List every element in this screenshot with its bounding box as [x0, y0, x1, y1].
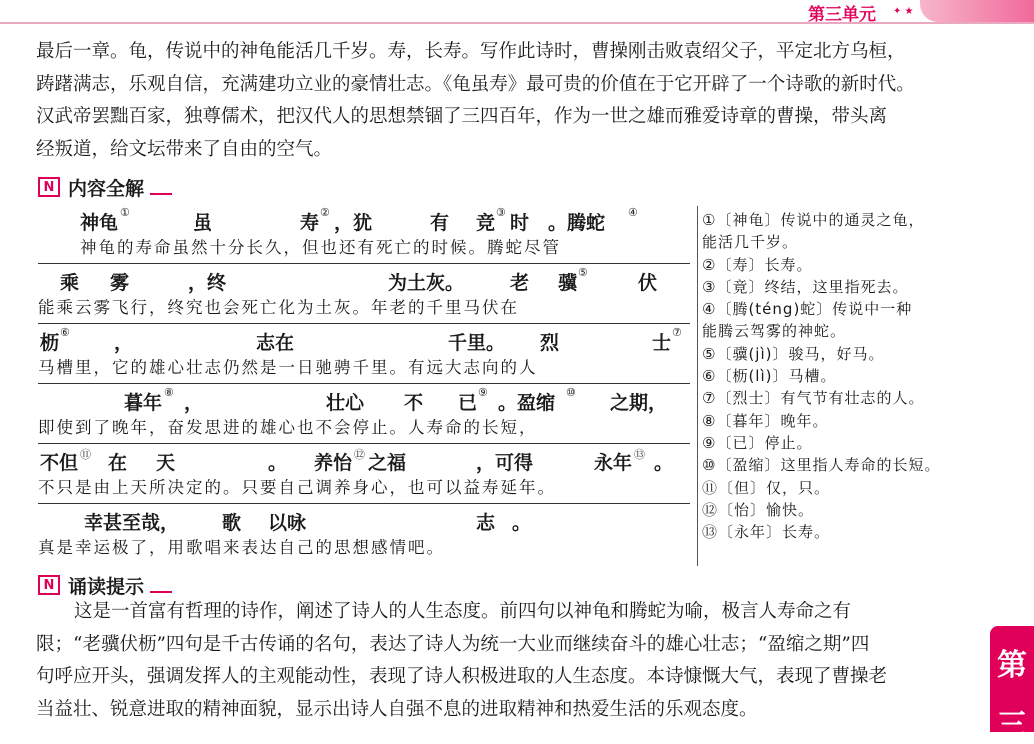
poem-word: 暮年: [124, 392, 163, 414]
footnote-mark: ②: [320, 206, 330, 219]
intro-line: 最后一章。龟，传说中的神龟能活几千岁。寿，长寿。写作此诗时，曹操刚击败袁绍父子，平定北方乌桓，: [36, 41, 906, 62]
poem-word: 雾: [110, 272, 130, 294]
poem-word: 乘: [60, 272, 80, 294]
translation-line: 不只是由上天所决定的。只要自己调养身心，也可以益寿延年。: [38, 474, 690, 504]
intro-paragraph: [36, 36, 982, 166]
section-heading-content: [38, 174, 172, 200]
translation-line: 真是幸运极了，用歌唱来表达自己的思想感情吧。: [38, 538, 445, 557]
reading-line: 限；“老骥伏枥”四句是千古传诵的名句，表达了诗人为统一大业而继续奋斗的雄心壮志；“盈缩之期”四: [36, 633, 870, 655]
poem-word: 歌: [222, 512, 242, 534]
poem-word: 千里。: [448, 332, 506, 354]
poem-word: 已: [458, 392, 478, 414]
chapter-side-tab: [990, 626, 1034, 743]
footnote-mark: ③: [496, 206, 506, 219]
section-title: 诵读提示: [68, 575, 145, 598]
intro-line: 汉武帝罢黜百家，独尊儒术，把汉代人的思想禁锢了三四百年，作为一世之雄而雅爱诗章的曹操，带头离: [36, 106, 888, 127]
section-arrow-icon: N: [38, 575, 60, 595]
note-item: ⑤〔骥(jì)〕骏马，好马。: [702, 344, 885, 363]
translation-line: 神龟的寿命虽然十分长久，但也还有死亡的时候。腾蛇尽管: [38, 234, 690, 264]
poem-line: [38, 204, 690, 234]
poem-word: 。: [654, 452, 674, 474]
translation-line: 即使到了晚年，奋发思进的雄心也不会停止。人寿命的长短，: [38, 414, 690, 444]
note-item: ⑪〔但〕仅，只。: [702, 478, 831, 497]
column-divider: [697, 206, 698, 566]
poem-word: 有: [430, 212, 450, 234]
poem-word: 永年: [594, 452, 633, 474]
poem-word: 在: [108, 452, 128, 474]
poem-word: 以咏: [268, 512, 307, 534]
title-underline: [150, 591, 172, 593]
book-icon: [920, 0, 1034, 22]
reading-line: 这是一首富有哲理的诗作，阐述了诗人的人生态度。前四句以神龟和腾蛇为喻，极言人寿命之有: [74, 601, 852, 622]
header-stripe: [0, 22, 1034, 24]
note-item: ⑨〔已〕停止。: [702, 433, 813, 452]
section-arrow-icon: N: [38, 177, 60, 197]
section-heading-reading: [38, 572, 172, 598]
side-tab-char: 三: [997, 708, 1027, 743]
poem-word: ，: [184, 392, 204, 414]
poem-word: 志: [476, 512, 496, 534]
poem-word: 竞: [476, 212, 496, 234]
poem-line: [38, 324, 690, 354]
poem-word: 士: [652, 332, 672, 354]
unit-label: 第三单元: [808, 5, 876, 25]
poem-word: 寿: [300, 212, 320, 234]
poem-word: 壮心: [326, 392, 365, 414]
footnote-mark: ⑩: [566, 386, 576, 399]
poem-word: 虽: [193, 212, 213, 234]
poem-word: 。: [268, 452, 288, 474]
poem-word: 。: [512, 512, 532, 534]
footnote-mark: ⑬: [634, 448, 645, 461]
poem-word: 天: [156, 452, 176, 474]
note-item: ⑬〔永年〕长寿。: [702, 523, 831, 542]
poem-word: 之福: [368, 452, 407, 474]
translation-line: 能乘云雾飞行，终究也会死亡化为土灰。年老的千里马伏在: [38, 294, 690, 324]
poem-word: 养怡: [314, 452, 353, 474]
note-item: 能活几千岁。: [702, 233, 799, 252]
poem-line: [38, 384, 690, 414]
footnote-mark: ⑤: [578, 266, 588, 279]
poem-word: 志在: [256, 332, 295, 354]
poem-word: 烈: [540, 332, 560, 354]
poem-word: 时: [510, 212, 530, 234]
poem-word: 伏: [638, 272, 658, 294]
translation-line: 马槽里，它的雄心壮志仍然是一日驰骋千里。有远大志向的人: [38, 354, 690, 384]
poem-word: 。盈缩: [498, 392, 556, 414]
poem-word: 不但: [40, 452, 79, 474]
note-item: ④〔腾(téng)蛇〕传说中一种: [702, 300, 913, 319]
reading-line: 当益壮、锐意进取的精神面貌，显示出诗人自强不息的进取精神和热爱生活的乐观态度。: [36, 698, 758, 720]
title-underline: [150, 193, 172, 195]
poem-word: 为土灰。: [388, 272, 465, 294]
note-item: 能腾云驾雾的神蛇。: [702, 322, 847, 341]
note-item: ①〔神龟〕传说中的通灵之龟，: [702, 211, 925, 229]
note-item: ⑩〔盈缩〕这里指人寿命的长短。: [702, 456, 941, 475]
poem-word: 幸甚至哉，: [84, 512, 180, 534]
reading-line: 句呼应开头，强调发挥人的主观能动性，表现了诗人积极进取的人生态度。本诗慷慨大气，表现了曹操老: [36, 666, 888, 687]
footnote-mark: ①: [120, 206, 130, 219]
poem-word: 之期，: [610, 392, 668, 414]
poem-word: 老: [510, 272, 530, 294]
footnote-mark: ⑥: [60, 326, 70, 339]
star-icon: ✦ ★: [893, 6, 914, 17]
note-item: ③〔竟〕终结，这里指死去。: [702, 277, 909, 296]
intro-line: 踌躇满志，乐观自信，充满建功立业的豪情壮志。《龟虽寿》最可贵的价值在于它开辟了一个诗歌的新时代。: [36, 73, 915, 95]
poem-line: [38, 264, 690, 294]
footnote-mark: ⑪: [80, 448, 91, 461]
section-title: 内容全解: [68, 177, 145, 200]
poem-word: 骥: [558, 272, 578, 294]
annotation-list: [702, 209, 974, 543]
poem-word: ，: [114, 332, 134, 354]
poem-translation-block: [38, 204, 690, 563]
note-item: ⑧〔暮年〕晚年。: [702, 411, 829, 430]
poem-word: ，犹: [334, 212, 373, 234]
poem-word: ，可得: [476, 452, 534, 474]
page-header: [0, 0, 1034, 24]
side-tab-char: 第: [997, 648, 1027, 683]
note-item: ⑥〔枥(lì)〕马槽。: [702, 367, 837, 386]
note-item: ②〔寿〕长寿。: [702, 255, 813, 274]
poem-word: 。腾蛇: [548, 212, 606, 234]
footnote-mark: ⑧: [164, 386, 174, 399]
poem-word: ，终: [188, 272, 227, 294]
intro-line: 经叛道，给文坛带来了自由的空气。: [36, 138, 333, 160]
poem-word: 神龟: [80, 212, 119, 234]
reading-paragraph: [36, 596, 982, 726]
poem-word: 不: [404, 392, 424, 414]
note-item: ⑦〔烈士〕有气节有壮志的人。: [702, 389, 925, 408]
footnote-mark: ④: [628, 206, 638, 219]
note-item: ⑫〔怡〕愉快。: [702, 500, 815, 519]
poem-line: [38, 504, 690, 534]
poem-word: 枥: [40, 332, 60, 354]
footnote-mark: ⑦: [672, 326, 682, 339]
poem-line: [38, 444, 690, 474]
footnote-mark: ⑨: [478, 386, 488, 399]
footnote-mark: ⑫: [354, 448, 365, 461]
